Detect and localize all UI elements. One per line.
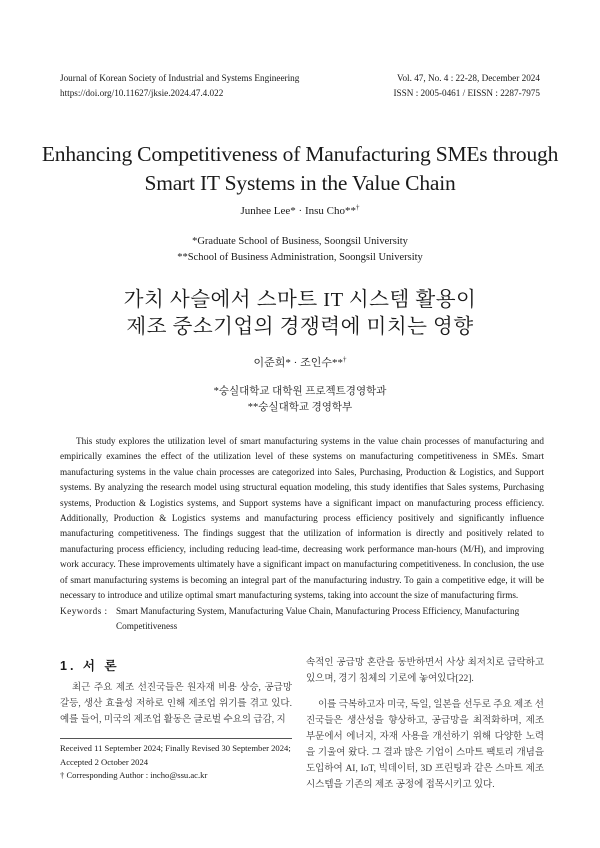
keywords-text: Smart Manufacturing System, Manufacturing Value Chain, Manufacturing Process Efficiency, Manufacturing Competitiveness <box>116 606 520 631</box>
corresponding-author: † Corresponding Author : incho@ssu.ac.kr <box>60 770 208 780</box>
author-separator-ko: · <box>290 357 301 369</box>
author-2-ko: 조인수** <box>300 357 343 369</box>
affiliation-ko-2: **숭실대학교 경영학부 <box>247 402 353 413</box>
journal-name: Journal of Korean Society of Industrial and Systems Engineering <box>60 73 300 83</box>
footnote <box>60 742 292 783</box>
affiliation-ko-1: *숭실대학교 대학원 프로젝트경영학과 <box>213 386 387 397</box>
author-1-ko: 이준희* <box>253 357 291 369</box>
issn-info: ISSN : 2005-0461 / EISSN : 2287-7975 <box>393 88 540 98</box>
keywords-label: Keywords : <box>60 606 108 616</box>
corresponding-mark: † <box>355 203 360 212</box>
affiliations-en <box>0 234 600 266</box>
body-paragraph-left: 최근 주요 제조 선진국들은 원자재 비용 상승, 공급망 갈등, 생산 효율성 저하로 인해 제조업 위기를 겪고 있다. 예를 들어, 미국의 제조업 활동은 글로벌 수요의 급감, 지 <box>60 683 292 725</box>
author-2-en: Insu Cho** <box>304 205 356 217</box>
running-header-left <box>60 71 299 101</box>
author-1-en: Junhee Lee* <box>240 205 296 217</box>
running-header-right <box>394 71 541 101</box>
affiliation-en-1: *Graduate School of Business, Soongsil University <box>192 236 408 247</box>
corresponding-mark-ko: † <box>342 355 347 364</box>
title-en-line-1: Enhancing Competitiveness of Manufacturing SMEs through <box>41 142 559 166</box>
title-ko-line-2: 제조 중소기업의 경쟁력에 미치는 영향 <box>126 316 474 338</box>
affiliations-ko <box>0 384 600 416</box>
author-list-ko <box>0 354 600 370</box>
author-list-en <box>0 205 600 217</box>
author-separator: · <box>295 205 305 217</box>
title-en-line-2: Smart IT Systems in the Value Chain <box>144 171 456 195</box>
paper-title-en <box>30 140 570 198</box>
affiliation-en-2: **School of Business Administration, Soongsil University <box>177 252 423 263</box>
abstract: This study explores the utilization level of smart manufacturing systems in the value chain processes of manufacturing and empirically examines the effect of the utilization level of these systems on manufacturing competitiveness in SMEs. Smart manufacturing systems in the value chain processes are categorized into Sales, Purchasing, Production & Logistics, and Support systems. By analyzing the research model using structural equation modeling, this study identifies that Sales systems, Purchasing systems, Production & Logistics systems, and Support systems have a significant impact on manufacturing process efficiency. Additionally, Production & Logistics systems and manufacturing process efficiency positively and significantly influence manufacturing competitiveness. The findings suggest that the utilization of information is directly and positively related to manufacturing process efficiency, including reducing lead-time, decreasing work performance man-hours (M/H), and improving work accuracy. These improvements ultimately have a significant impact on manufacturing competitiveness. In conclusion, the use of smart manufacturing systems is becoming an integral part of the manufacturing industry. To gain a competitive edge, it will be necessary to introduce and utilize optimal smart manufacturing systems, taking into account the size of manufacturing firms. <box>60 436 544 601</box>
title-ko-line-1: 가치 사슬에서 스마트 IT 시스템 활용이 <box>123 289 477 311</box>
footnote-divider <box>60 738 292 739</box>
body-column-right <box>306 655 544 793</box>
body-paragraph-right-1: 속적인 공급망 혼란을 동반하면서 사상 최저치로 급락하고 있으며, 경기 침체의 기로에 놓여있다[22]. <box>306 658 544 684</box>
body-paragraph-right-2: 이를 극복하고자 미국, 독일, 일본을 선두로 주요 제조 선진국들은 생산성을 향상하고, 공급망을 최적화하며, 제조 부문에서 에너지, 자재 사용을 개선하기 위해 다양한 노력을 기울여 왔다. 그 결과 많은 기업이 스마트 팩토리 개념을 도입하여 AI, IoT, 빅데이터, 3D 프린팅과 같은 스마트 제조 시스템을 기존의 제조 공정에 접목시키고 있다. <box>306 700 544 790</box>
section-heading-introduction: 1. 서 론 <box>60 659 120 673</box>
volume-info: Vol. 47, No. 4 : 22-28, December 2024 <box>397 73 540 83</box>
paper-title-ko <box>30 287 570 341</box>
doi-link[interactable]: https://doi.org/10.11627/jksie.2024.47.4.022 <box>60 88 224 98</box>
received-dates: Received 11 September 2024; Finally Revised 30 September 2024; Accepted 2 October 2024 <box>60 743 291 767</box>
